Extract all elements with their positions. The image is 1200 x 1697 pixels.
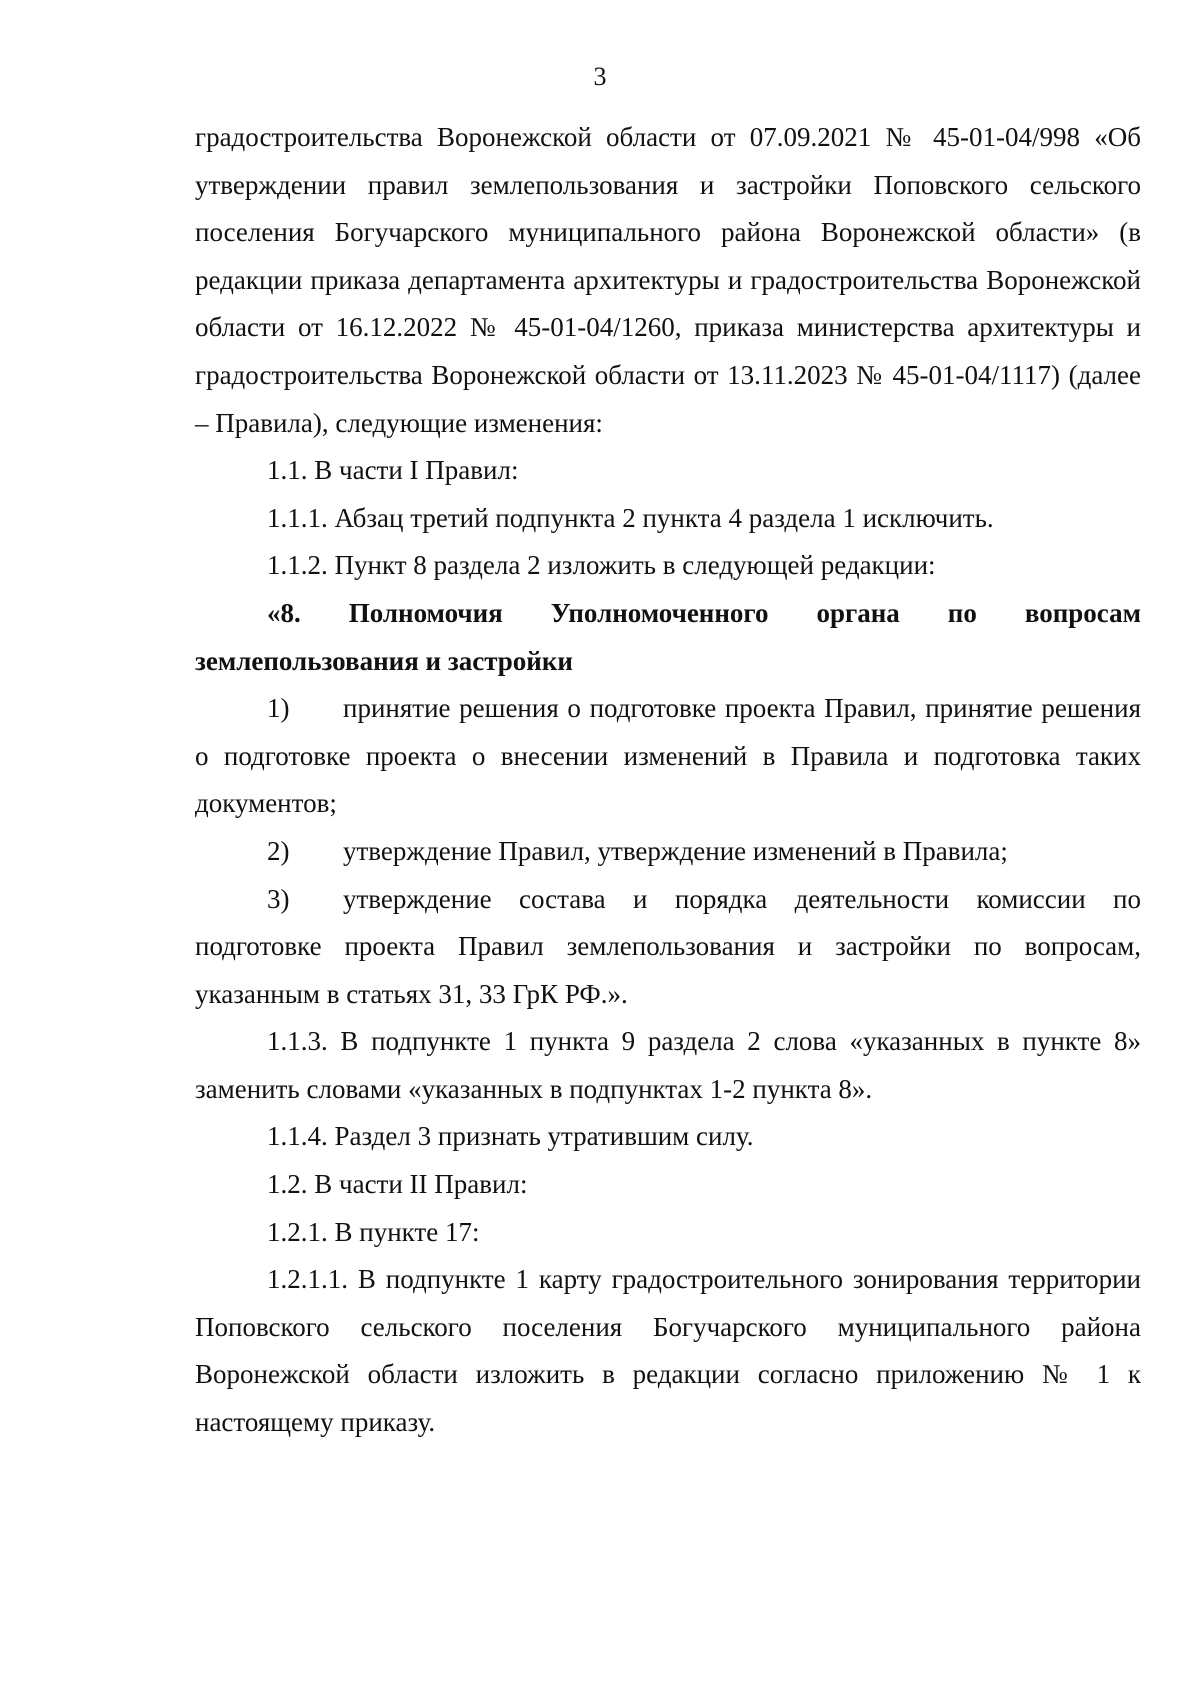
list-item-number: 2) (267, 835, 290, 866)
paragraph-1-2: 1.2. В части II Правил: (267, 1169, 528, 1200)
paragraph-1-2-1: 1.2.1. В пункте 17: (267, 1216, 480, 1247)
list-item-text: утверждение состава и порядка деятельности комиссии по подготовке проекта Правил землепользования и застройки по вопросам, указанным в статьях 31, 33 ГрК РФ.». (195, 883, 1141, 1009)
list-item-text: утверждение Правил, утверждение изменений в Правила; (343, 835, 1008, 866)
list-item (195, 685, 1141, 828)
list-item-number: 1) (267, 693, 290, 724)
intro-paragraph: градостроительства Воронежской области от 07.09.2021 № 45-01-04/998 «Об утверждении правил землепользования и застройки Поповского сельского поселения Богучарского муниципального района Воронежской области» (в редакции приказа департамента архитектуры и градостроительства Воронежской области от 16.12.2022 № 45-01-04/1260, приказа министерства архитектуры и градостроительства Воронежской области от 13.11.2023 № 45-01-04/1117) (далее – Правила), следующие изменения: (195, 122, 1141, 438)
paragraph-1-2-1-1: 1.2.1.1. В подпункте 1 карту градостроительного зонирования территории Поповского сельского поселения Богучарского муниципального района Воронежской области изложить в редакции согласно приложению № 1 к настоящему приказу. (195, 1264, 1141, 1438)
paragraph-1-1-1: 1.1.1. Абзац третий подпункта 2 пункта 4 раздела 1 исключить. (267, 502, 994, 533)
list-item-text: принятие решения о подготовке проекта Правил, принятие решения о подготовке проекта о внесении изменений в Правила и подготовка таких документов; (195, 693, 1141, 819)
paragraph-1-1-2: 1.1.2. Пункт 8 раздела 2 изложить в следующей редакции: (267, 550, 936, 581)
paragraph-1-1-3: 1.1.3. В подпункте 1 пункта 9 раздела 2 слова «указанных в пункте 8» заменить словами «указанных в подпунктах 1-2 пункта 8». (195, 1026, 1141, 1104)
list-item (195, 828, 1141, 876)
paragraph-1-1: 1.1. В части I Правил: (267, 455, 519, 486)
paragraph-1-1-4: 1.1.4. Раздел 3 признать утратившим силу. (267, 1121, 754, 1152)
section-8-heading: «8. Полномочия Уполномоченного органа по вопросам землепользования и застройки (195, 597, 1141, 676)
document-body (195, 114, 1141, 1447)
list-item-number: 3) (267, 883, 290, 914)
list-item (195, 876, 1141, 1019)
page-number: 3 (593, 62, 607, 91)
